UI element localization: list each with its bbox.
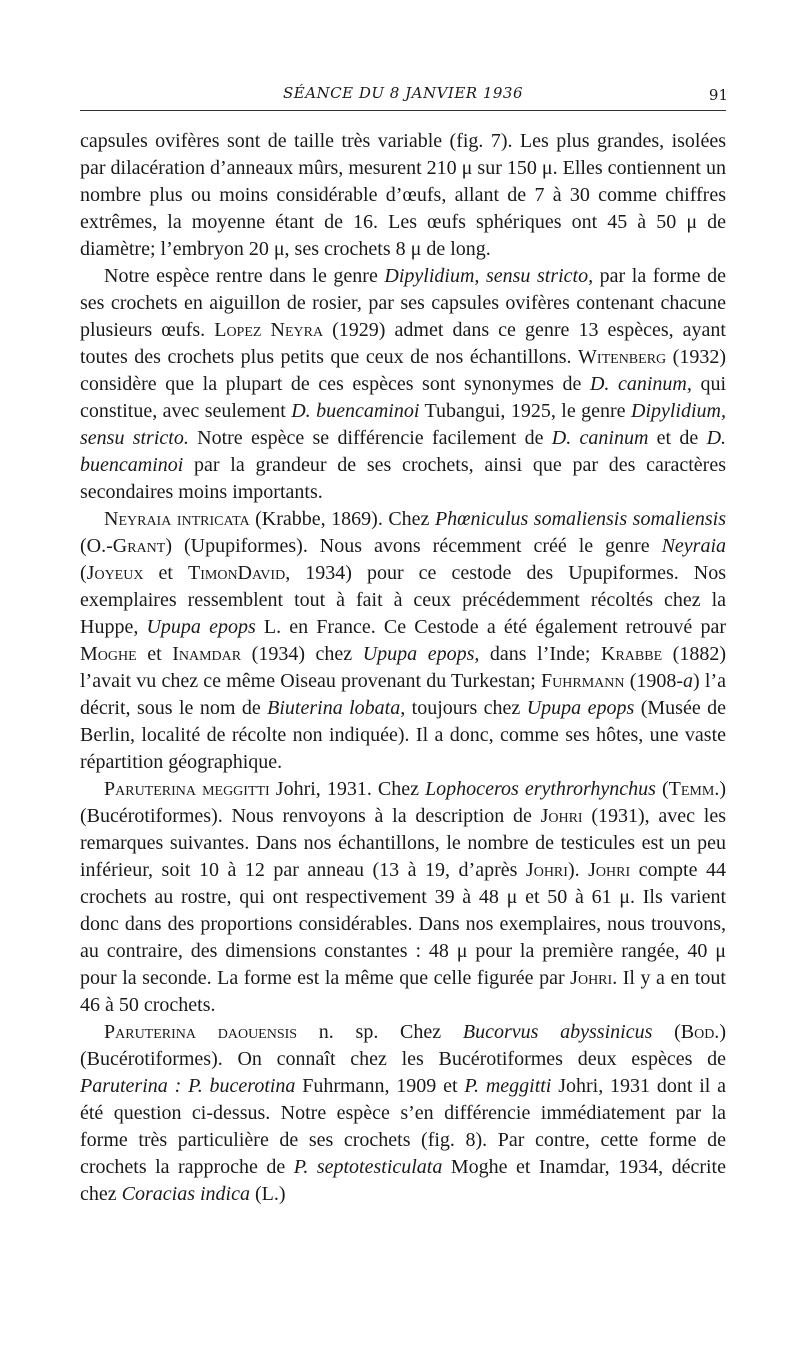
text-run: Johri, 1931. Chez [269,778,426,800]
author-name: Temm. [668,778,720,800]
author-name: Johri [525,859,568,881]
paragraph-paruterina-daouensis [80,1019,726,1208]
taxon-name: Dipylidium, sensu stricto, [384,265,594,287]
text-run: Johri, 1931 dont il a été question ci-dessus. Notre espèce s’en différencie immédiatement par la forme très particulière de ses crochets (fig. 8). Par contre, cette forme de crochets la rapproche de [80,1075,727,1178]
taxon-name: P. septotesticulata [293,1156,443,1178]
text-run: capsules ovifères sont de taille très variable (fig. 7). Les plus grandes, isolées par dilacération d’anneaux mûrs, mesurent 210 μ sur 150 μ. Elles contiennent un nombre plus ou moins considérable d’œufs, allant de 7 à 30 comme chiffres extrêmes, la moyenne étant de 16. Les œufs sphériques ont 45 à 50 μ de diamètre; l’embryon 20 μ, ses crochets 8 μ de long. [80,130,726,260]
author-name: Krabbe [601,643,663,665]
text-run: (1934) chez [241,643,363,665]
species-heading: Paruterina meggitti [104,778,270,800]
text-run: ) (Bucérotiformes). On connaît chez les Bucérotiformes deux espèces de [80,1021,726,1070]
text-run: (1929) admet dans ce genre 13 espèces, ayant toutes des crochets plus petits que ceux de nos échantillons. [80,319,726,368]
text-run: par la grandeur de ses crochets, ainsi que par des caractères secondaires moins importants. [80,454,726,503]
author-name: Inamdar [172,643,242,665]
text-run: et [136,643,173,665]
species-heading: Paruterina daouensis [104,1021,298,1043]
author-name: TimonDavid [188,562,286,584]
taxon-name: D. caninum [551,427,649,449]
taxon-name: Upupa epops, [362,643,480,665]
author-name: Fuhrmann [541,670,625,692]
author-name: Johri [570,967,613,989]
author-name: Grant [112,535,166,557]
text-run: ). [567,859,589,881]
text-run: (1932) considère que la plupart de ces espèces sont synonymes de [80,346,726,395]
text-run: ) (Upupiformes). Nous avons récemment créé le genre [165,535,662,557]
text-run: dans l’Inde; [479,643,601,665]
paragraph-capsules [80,128,726,263]
species-heading: Neyraia intricata [104,508,250,530]
text-run: et [143,562,188,584]
page-body [80,128,726,1208]
author-name: Johri [588,859,631,881]
paragraph-neyraia-intricata [80,506,726,776]
text-run: L. en France. Ce Cestode a été également retrouvé par [255,616,726,638]
text-run: (Krabbe, 1869). Chez [249,508,435,530]
taxon-name: Lophoceros erythrorhynchus [425,778,656,800]
text-run: Fuhrmann, 1909 et [295,1075,465,1097]
author-name: Joyeux [86,562,144,584]
author-name: Lopez Neyra [214,319,324,341]
taxon-name: Coracias indica [121,1183,250,1205]
running-title: SÉANCE DU 8 JANVIER 1936 [282,84,524,102]
paragraph-dipylidium [80,263,726,506]
text-run: Notre espèce se différencie facilement de [188,427,552,449]
text-run: (O.- [80,535,113,557]
page-number: 91 [708,86,728,104]
text-run: (Musée de Berlin, localité de récolte non indiquée). Il a donc, comme ses hôtes, une vaste répartition géographique. [80,697,727,773]
taxon-name: Upupa epops [146,616,256,638]
text-run: . Il y a en tout 46 à 50 crochets. [80,967,726,1016]
taxon-name: Biuterina lobata, [267,697,406,719]
text-run: (1908- [624,670,684,692]
text-run: ) (Bucérotiformes). Nous renvoyons à la description de [80,778,726,827]
reference-letter: a [683,670,694,692]
paragraph-paruterina-meggitti [80,776,726,1019]
text-run: par la forme de ses crochets en aiguillon de rosier, par ses capsules ovifères contenant chacune plusieurs œufs. [80,265,727,341]
text-run: qui constitue, avec seulement [80,373,726,422]
taxon-name: D. caninum, [589,373,692,395]
text-run: n. sp. Chez [297,1021,463,1043]
taxon-name: P. meggitti [464,1075,552,1097]
taxon-name: D. buencaminoi [291,400,420,422]
text-run: ) l’a décrit, sous le nom de [80,670,726,719]
taxon-name: Dipylidium, sensu stricto. [80,400,726,449]
taxon-name: Phœniculus somaliensis somaliensis [434,508,726,530]
taxon-name: D. buencaminoi [80,427,727,476]
taxon-name: Neyraia [661,535,726,557]
author-name: Witenberg [578,346,667,368]
author-name: Bod. [680,1021,720,1043]
text-run: compte 44 crochets au rostre, qui ont respectivement 39 à 48 μ et 50 à 61 μ. Ils varient donc dans des proportions considérables. Dans nos exemplaires, nous trouvons, au contraire, des dimensions constantes : 48 μ pour la première rangée, 40 μ pour la seconde. La forme est la même que celle figurée par [80,859,726,989]
author-name: Moghe [80,643,137,665]
text-run: ( [655,778,669,800]
text-run: toujours chez [405,697,527,719]
text-run: (1931), avec les remarques suivantes. Dans nos échantillons, le nombre de testicules est un peu inférieur, soit 10 à 12 par anneau (13 à 19, d’après [80,805,727,881]
text-run: (L.) [249,1183,286,1205]
text-run: , 1934) pour ce cestode des Upupiformes. Nos exemplaires ressemblent tout à fait à ceux précédemment récoltés chez la Huppe, [80,562,727,638]
running-header [80,80,726,111]
text-run: Tubangui, 1925, le genre [419,400,631,422]
text-run: Moghe et Inamdar, 1934, décrite chez [80,1156,726,1205]
text-run: et de [648,427,707,449]
taxon-name: Paruterina : P. bucerotina [80,1075,296,1097]
text-run: ( [652,1021,681,1043]
author-name: Johri [540,805,583,827]
text-run: ( [80,562,87,584]
text-run: (1882) l’avait vu chez ce même Oiseau provenant du Turkestan; [80,643,726,692]
text-run: Notre espèce rentre dans le genre [104,265,385,287]
taxon-name: Upupa epops [526,697,635,719]
taxon-name: Bucorvus abyssinicus [462,1021,653,1043]
